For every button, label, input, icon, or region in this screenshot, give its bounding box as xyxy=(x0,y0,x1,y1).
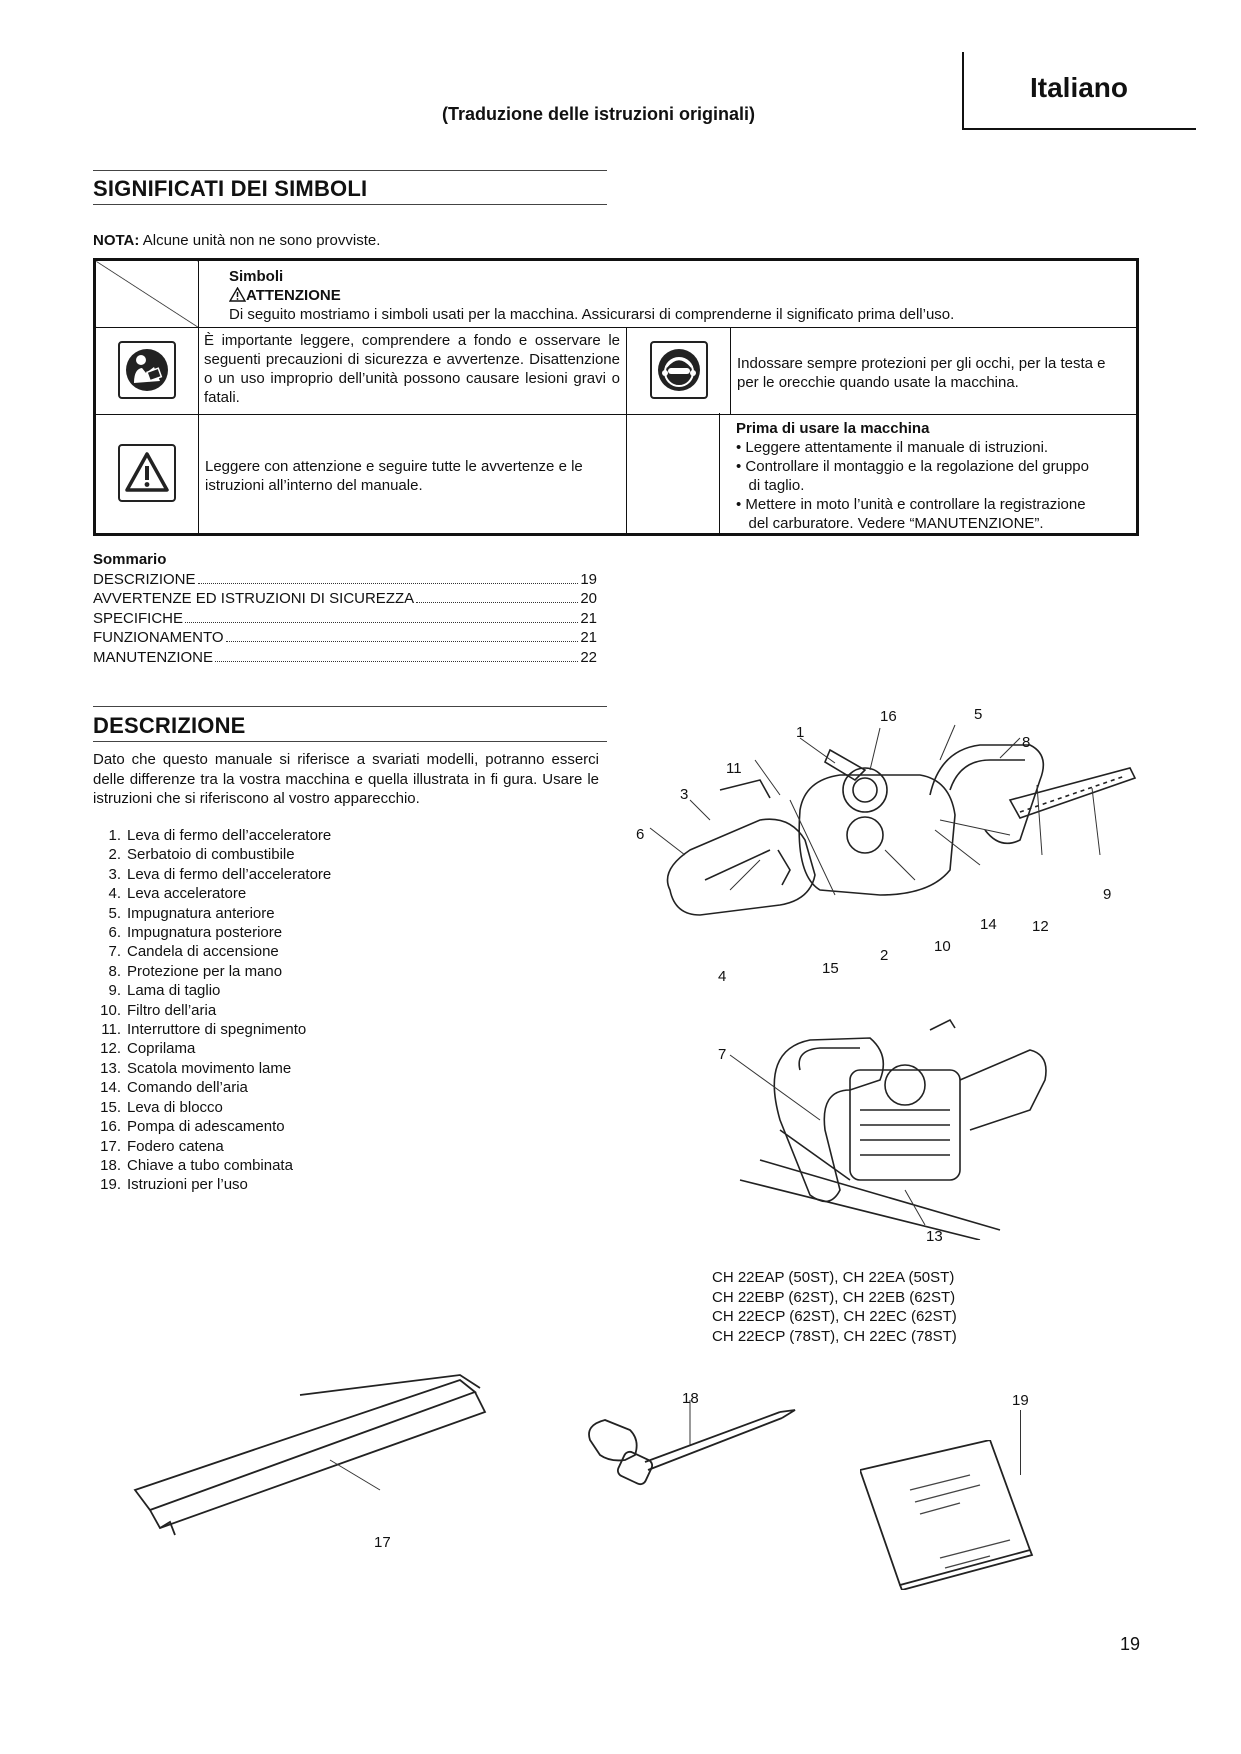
model-list xyxy=(712,1268,957,1346)
callout-15: 15 xyxy=(822,960,839,977)
attention-label: ATTENZIONE xyxy=(229,286,1136,305)
model-item: CH 22EAP (50ST), CH 22EA (50ST) xyxy=(712,1269,955,1286)
list-item: 8. Protezione per la mano xyxy=(108,962,283,980)
section-rule-top xyxy=(93,170,607,171)
callout-4: 4 xyxy=(718,968,727,985)
callout-11: 11 xyxy=(726,760,742,777)
warning-small-icon xyxy=(229,287,246,302)
before-use-title: Prima di usare la macchina xyxy=(736,420,930,437)
read-manual-icon xyxy=(118,341,176,399)
hedge-trimmer-rear-illustration xyxy=(700,1010,1160,1240)
list-item: 17. Fodero catena xyxy=(100,1137,224,1155)
list-item: 2. Serbatoio di combustibile xyxy=(108,846,295,864)
before-use-item: • Leggere attentamente il manuale di istruzioni. xyxy=(736,439,1049,456)
section-rule-bottom xyxy=(93,204,607,205)
note: NOTA: Alcune unità non ne sono provviste. xyxy=(93,232,381,249)
before-use-item: di taglio. xyxy=(736,477,805,494)
combination-wrench-illustration xyxy=(580,1400,810,1520)
instruction-manual-illustration xyxy=(860,1440,1060,1590)
model-item: CH 22ECP (78ST), CH 22EC (78ST) xyxy=(712,1327,957,1345)
table-divider xyxy=(719,413,720,533)
list-item: 19. Istruzioni per l’uso xyxy=(100,1176,248,1194)
table-of-contents xyxy=(93,550,597,667)
list-item: 18. Chiave a tubo combinata xyxy=(100,1156,293,1174)
callout-3: 3 xyxy=(680,786,689,803)
callout-17: 17 xyxy=(374,1534,391,1551)
before-use-cell xyxy=(627,415,1138,535)
toc-item[interactable]: MANUTENZIONE 22 xyxy=(93,648,597,666)
callout-18: 18 xyxy=(682,1390,699,1407)
list-item: 16. Pompa di adescamento xyxy=(100,1118,285,1136)
list-item: 11. Interruttore di spegnimento xyxy=(101,1021,307,1039)
toc-item[interactable]: DESCRIZIONE 19 xyxy=(93,570,597,588)
callout-19: 19 xyxy=(1012,1392,1029,1409)
callout-14: 14 xyxy=(980,916,997,933)
list-item: 4. Leva acceleratore xyxy=(108,885,247,903)
protective-gear-icon xyxy=(650,341,708,399)
list-item: 15. Leva di blocco xyxy=(100,1098,223,1116)
callout-9: 9 xyxy=(1103,886,1112,903)
symbols-table xyxy=(93,258,1139,536)
callout-13: 13 xyxy=(926,1228,943,1245)
list-item: 5. Impugnatura anteriore xyxy=(108,904,275,922)
toc-item[interactable]: FUNZIONAMENTO 21 xyxy=(93,629,597,646)
protective-gear-text: Indossare sempre protezioni per gli occhi, per la testa e per le orecchie quando usate la macchina. xyxy=(731,328,1138,415)
page-number: 19 xyxy=(1120,1634,1141,1654)
symbols-header-cell xyxy=(199,260,1138,328)
symbols-intro-text: Di seguito mostriamo i simboli usati per la macchina. Assicurarsi di comprenderne il significato prima dell’uso. xyxy=(229,306,955,323)
list-item: 1. Leva di fermo dell’acceleratore xyxy=(108,827,332,844)
callout-1: 1 xyxy=(796,724,805,741)
callout-5: 5 xyxy=(974,706,983,723)
list-item: 6. Impugnatura posteriore xyxy=(108,924,283,942)
description-paragraph: Dato che questo manuale si riferisce a svariati modelli, potranno esserci delle differenze tra la vostra macchina e quella illustrata in fi gura. Usare le istruzioni che si riferiscono al vostro apparecchio. xyxy=(93,751,599,807)
callout-2: 2 xyxy=(880,947,889,964)
callout-7: 7 xyxy=(718,1046,727,1063)
warning-cell xyxy=(95,415,199,535)
toc-item[interactable]: SPECIFICHE 21 xyxy=(93,609,597,627)
warning-triangle-icon xyxy=(118,444,176,502)
warning-text: Leggere con attenzione e seguire tutte le avvertenze e le istruzioni all’interno del manuale. xyxy=(199,415,627,535)
list-item: 9. Lama di taglio xyxy=(108,982,221,1000)
model-item: CH 22ECP (62ST), CH 22EC (62ST) xyxy=(712,1308,957,1325)
leader-line-19 xyxy=(1020,1410,1021,1475)
callout-10: 10 xyxy=(934,938,951,955)
language-label: Italiano xyxy=(1030,72,1129,103)
description-title: DESCRIZIONE xyxy=(93,713,246,738)
read-manual-cell xyxy=(95,328,199,415)
callout-8: 8 xyxy=(1022,734,1031,751)
read-manual-text: È importante leggere, comprendere a fondo e osservare le seguenti precauzioni di sicurezza e avvertenze. Disattenzione o un uso improprio dell’unità possono causare lesioni gravi o fatali. xyxy=(199,328,627,415)
symbols-heading: Simboli xyxy=(229,268,284,285)
before-use-item: • Controllare il montaggio e la regolazione del gruppo xyxy=(736,458,1089,475)
translation-subtitle: (Traduzione delle istruzioni originali) xyxy=(442,104,756,124)
symbols-section-title: SIGNIFICATI DEI SIMBOLI xyxy=(93,176,368,201)
desc-rule-top xyxy=(93,706,607,707)
callout-16: 16 xyxy=(880,708,897,725)
model-item: CH 22EBP (62ST), CH 22EB (62ST) xyxy=(712,1288,956,1306)
protective-gear-cell xyxy=(627,328,731,415)
list-item: 7. Candela di accensione xyxy=(108,943,279,961)
callout-12: 12 xyxy=(1032,918,1049,935)
list-item: 12. Coprilama xyxy=(100,1040,196,1058)
toc-item[interactable]: AVVERTENZE ED ISTRUZIONI DI SICUREZZA 20 xyxy=(93,590,597,607)
parts-list xyxy=(93,826,331,1195)
desc-rule-bottom xyxy=(93,741,607,742)
toc-title: Sommario xyxy=(93,551,167,568)
empty-diagonal-cell xyxy=(95,260,199,328)
callout-6: 6 xyxy=(636,826,645,843)
list-item: 13. Scatola movimento lame xyxy=(100,1059,292,1077)
blade-cover-illustration xyxy=(130,1370,530,1540)
before-use-item: del carburatore. Vedere “MANUTENZIONE”. xyxy=(736,515,1044,532)
list-item: 3. Leva di fermo dell’acceleratore xyxy=(108,865,332,883)
hedge-trimmer-illustration xyxy=(630,700,1150,1000)
before-use-item: • Mettere in moto l’unità e controllare la registrazione xyxy=(736,496,1086,513)
list-item: 14. Comando dell’aria xyxy=(100,1079,248,1097)
list-item: 10. Filtro dell’aria xyxy=(100,1001,217,1019)
